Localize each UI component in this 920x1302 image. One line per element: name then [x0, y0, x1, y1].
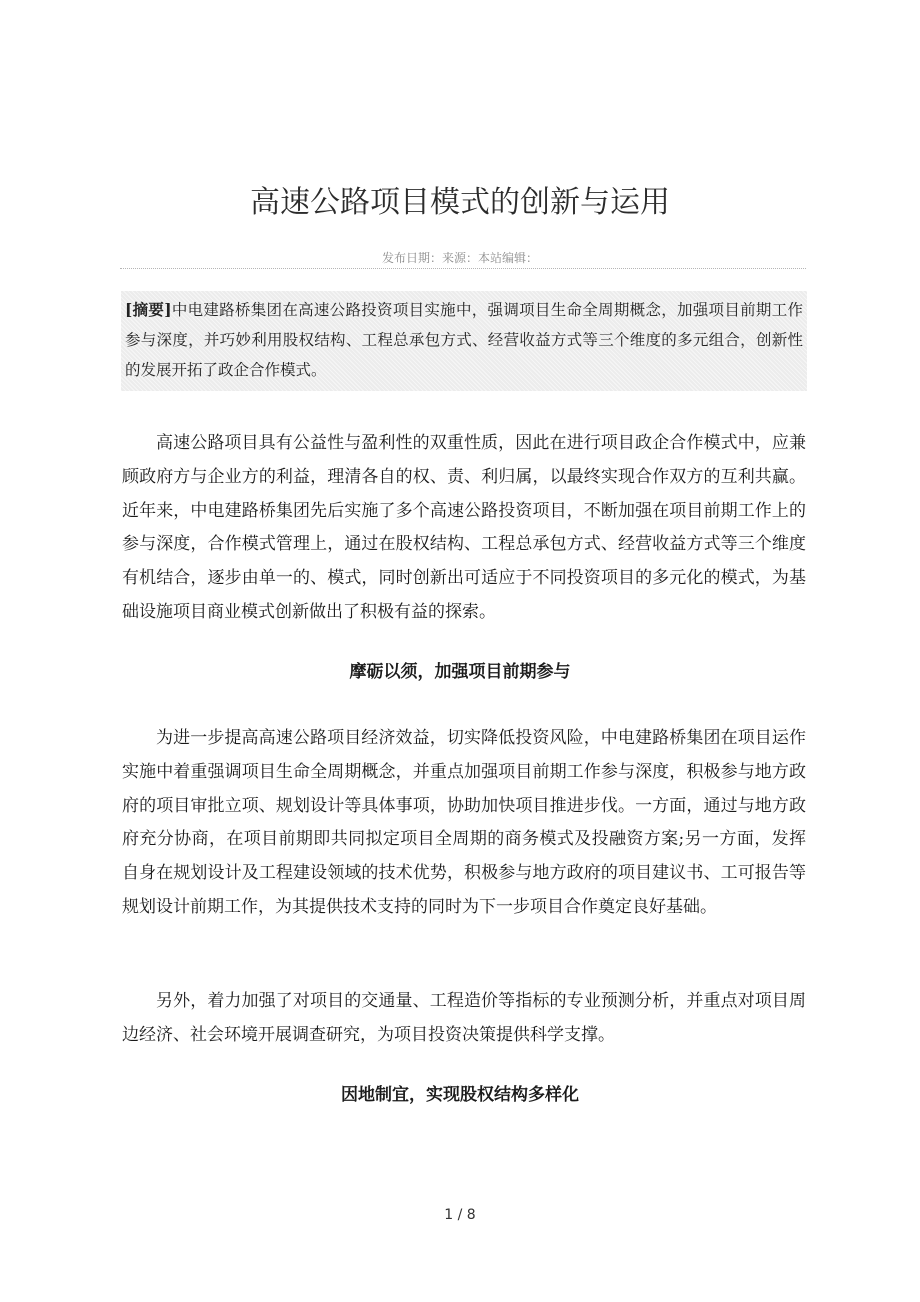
paragraph-front-end: 为进一步提高高速公路项目经济效益，切实降低投资风险，中电建路桥集团在项目运作实施中着重强调项目生命全周期概念，并重点加强项目前期工作参与深度，积极参与地方政府的项目审批立项、规划设计等具体事项，协助加快项目推进步伐。一方面，通过与地方政府充分协商，在项目前期即共同拟定项目全周期的商务模式及投融资方案;另一方面，发挥自身在规划设计及工程建设领域的技术优势，积极参与地方政府的项目建议书、工可报告等规划设计前期工作，为其提供技术支持的同时为下一步项目合作奠定良好基础。 [122, 728, 806, 917]
publish-meta: 发布日期：来源：本站编辑： [381, 251, 538, 265]
paragraph-forecast: 另外，着力加强了对项目的交通量、工程造价等指标的专业预测分析，并重点对项目周边经济、社会环境开展调查研究，为项目投资决策提供科学支撑。 [122, 991, 806, 1045]
article-title: 高速公路项目模式的创新与运用 [250, 185, 670, 220]
section-heading-equity: 因地制宜，实现股权结构多样化 [341, 1085, 579, 1105]
section-heading-front-end: 摩砺以须，加强项目前期参与 [349, 662, 571, 682]
abstract-tag: [摘要] [125, 300, 172, 319]
page-number: 1 / 8 [444, 1207, 476, 1223]
meta-divider [120, 268, 806, 269]
paragraph-intro: 高速公路项目具有公益性与盈利性的双重性质，因此在进行项目政企合作模式中，应兼顾政府方与企业方的利益，理清各自的权、责、利归属，以最终实现合作双方的互利共赢。近年来，中电建路桥集团先后实施了多个高速公路投资项目，不断加强在项目前期工作上的参与深度，合作模式管理上，通过在股权结构、工程总承包方式、经营收益方式等三个维度有机结合，逐步由单一的、模式，同时创新出可适应于不同投资项目的多元化的模式，为基础设施项目商业模式创新做出了积极有益的探索。 [122, 433, 806, 622]
abstract-text: 中电建路桥集团在高速公路投资项目实施中，强调项目生命全周期概念，加强项目前期工作参与深度，并巧妙利用股权结构、工程总承包方式、经营收益方式等三个维度的多元组合，创新性的发展开拓了政企合作模式。 [125, 301, 803, 379]
abstract-box [121, 291, 807, 391]
